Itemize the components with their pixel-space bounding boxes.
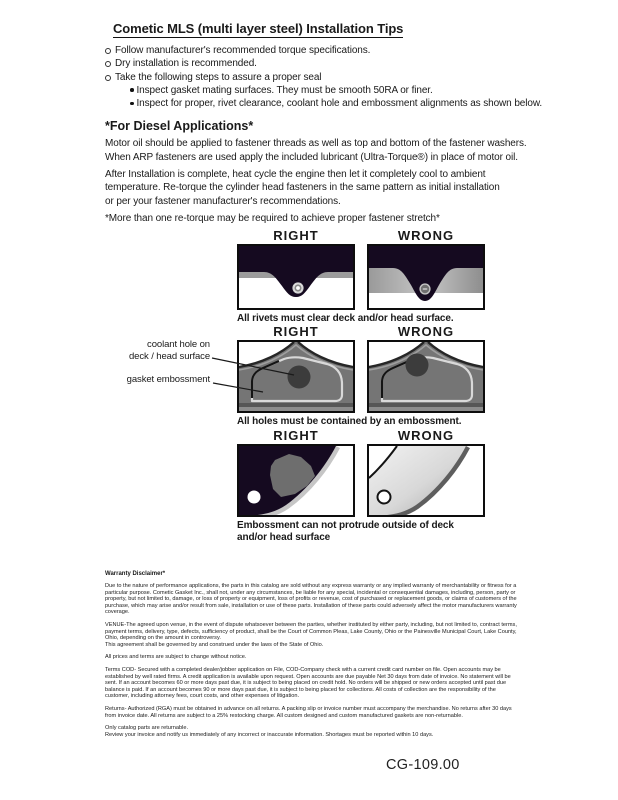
rivet-caption: All rivets must clear deck and/or head surface.: [237, 313, 454, 324]
bullet-text: Dry installation is recommended.: [115, 58, 257, 70]
list-item: [105, 97, 545, 110]
list-item: [105, 57, 545, 70]
rivet-right-illustration: [237, 244, 355, 310]
warranty-paragraph: Due to the nature of performance applications, the parts in this catalog are sold without any express warranty or any implied warranty of merchantability or fitness for a particular purpose. Cometic Gasket Inc., shall not, under any circumstances, be liable for any special, incidental or consequential damages, including, person, party or property, but not limited to, damage, or loss of property or equipment, loss of profits or revenue, cost of purchased or replacement goods, or claims of customers of the purchase, which may arise and/or result from sale, installation or use of these parts. Installation of these parts could adversely affect the motor manufacturers warranty coverage.: [105, 583, 517, 616]
filled-bullet-icon: [130, 102, 134, 106]
bullet-text: Take the following steps to assure a proper seal: [115, 71, 322, 83]
open-bullet-icon: [105, 75, 111, 81]
diagram-rivet-clearance: [237, 228, 485, 325]
list-item: [105, 71, 545, 84]
right-label: RIGHT: [273, 324, 319, 339]
open-bullet-icon: [105, 61, 111, 67]
installation-tips-section: [105, 20, 545, 225]
open-bullet-icon: [105, 48, 111, 54]
diesel-applications-heading: *For Diesel Applications*: [105, 119, 254, 134]
wrong-label: WRONG: [397, 324, 455, 339]
prices-paragraph: All prices and terms are subject to change without notice.: [105, 654, 247, 661]
terms-paragraph: Terms COD- Secured with a completed dealer/jobber application on File, COD-Company check with a current credit card number on file. Open accounts may be established by well rated firms. A credit application is available upon request. Open accounts are due payable Net 30 days from date of invoice. No statement will be sent. If an account becomes 60 or more days past due, it is subject to being placed on credit hold. No orders will be shipped or new orders accepted until past due balance is paid. If an account becomes 90 or more days past due, it is subject to being placed for collections. All costs of collection are the responsibility of the customer, including attorney fees, court costs, and other expenses of litigation.: [105, 666, 511, 700]
warranty-disclaimer-section: [105, 571, 519, 744]
wrong-label: WRONG: [397, 428, 455, 443]
diagram-side-labels: [96, 339, 210, 386]
wrong-label: WRONG: [397, 228, 455, 243]
protrusion-wrong-illustration: [367, 444, 485, 517]
warranty-heading: Warranty Disclaimer*: [105, 571, 166, 577]
diagram-embossment-protrusion: [237, 428, 485, 544]
venue-paragraph-2: This agreement shall be governed by and construed under the laws of the State of Ohio.: [105, 641, 324, 648]
venue-paragraph: VENUE-The agreed upon venue, in the event of dispute whatsoever between the parties, whether instituted by either party, including, but not limited to, contract terms, payment terms, delivery, type, defects, sufficiency of product, shall be the Court of Common Pleas, Lake County, Ohio or the Painesville Municipal Court, Lake County, Ohio, depending on the amount in controversy.: [105, 621, 517, 642]
embossment-caption: All holes must be contained by an embossment.: [237, 416, 462, 427]
diesel-paragraph-1: Motor oil should be applied to fastener threads as well as top and bottom of the fastener washers. When ARP fasteners are used apply the included lubricant (Ultra-Torque®) in place of motor oil.: [105, 138, 527, 163]
embossment-wrong-illustration: [367, 340, 485, 413]
leader-lines: [210, 352, 300, 397]
protrusion-right-illustration: [237, 444, 355, 517]
bullet-text: Follow manufacturer's recommended torque specifications.: [115, 45, 371, 56]
right-label: RIGHT: [273, 228, 319, 243]
filled-bullet-icon: [130, 88, 134, 92]
bullet-text: Inspect for proper, rivet clearance, coolant hole and embossment alignments as shown below.: [136, 98, 543, 110]
returnable-paragraph: Only catalog parts are returnable.: [105, 725, 189, 732]
rivet-wrong-illustration: [367, 244, 485, 310]
coolant-hole-label-2: deck / head surface: [128, 350, 210, 362]
list-item: [105, 84, 545, 97]
bullet-text: Inspect gasket mating surfaces. They must be smooth 50RA or finer.: [136, 84, 433, 96]
returns-paragraph: Returns- Authorized (RGA) must be obtained in advance on all returns. A packing slip or invoice number must accompany the merchandise. No returns after 30 days from invoice date. All returns are subject to a 25% restocking charge. All custom designed and custom manufactured gaskets are non-returnable.: [105, 705, 512, 719]
page-code: CG-109.00: [386, 757, 460, 773]
page-title: Cometic MLS (multi layer steel) Installation Tips: [113, 21, 404, 36]
invoice-paragraph: Review your invoice and notify us immediately of any incorrect or inaccurate information. Shortages must be reported within 10 days.: [105, 731, 434, 738]
gasket-embossment-label: gasket embossment: [126, 374, 210, 385]
coolant-hole-label: coolant hole on: [147, 339, 210, 350]
retorque-note: *More than one re-torque may be required to achieve proper fastener stretch*: [105, 212, 440, 224]
protrusion-caption: Embossment can not protrude outside of deck and/or head surface: [237, 520, 454, 543]
diesel-paragraph-2: After Installation is complete, heat cycle the engine then let it completely cool to ambient temperature. Re-torque the cylinder head fasteners in the same pattern as initial installation or per your fastener manufacturer's recommendations.: [105, 169, 500, 207]
right-label: RIGHT: [273, 428, 319, 443]
tips-bullet-list: [105, 44, 545, 110]
list-item: [105, 44, 545, 57]
